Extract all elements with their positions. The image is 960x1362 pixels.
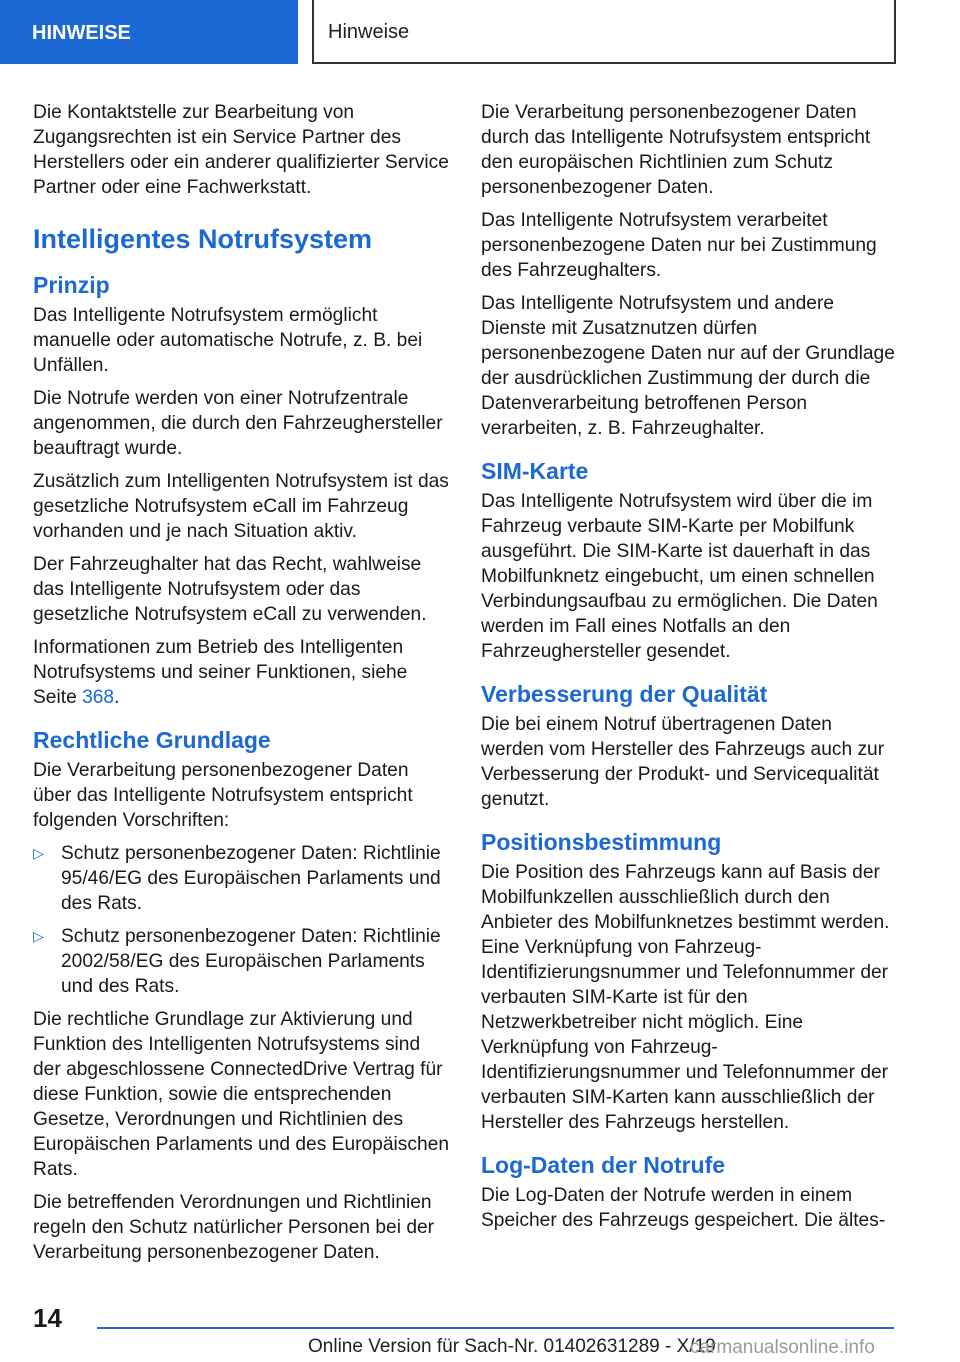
rechtlich-paragraph-1: Die Verarbeitung personenbezogener Daten über das Intelligente Notrufsystem entspricht folgenden Vorschriften: (33, 760, 413, 831)
prinzip-paragraph-4: Der Fahrzeughalter hat das Recht, wahlweise das Intelligente Notrufsystem oder das gesetzliche Notrufsystem eCall zu verwenden. (33, 554, 427, 625)
footer-divider (97, 1327, 894, 1329)
prinzip-paragraph-3: Zusätzlich zum Intelligenten Notrufsystem ist das gesetzliche Notrufsystem eCall im Fahrzeug vorhanden und je nach Situation aktiv. (33, 471, 449, 542)
heading-sim-karte: SIM-Karte (481, 458, 589, 484)
left-column (33, 100, 449, 1273)
triangle-bullet-icon: ▷ (33, 928, 44, 944)
watermark-text: carmanualsonline.info (690, 1337, 875, 1358)
right-column (481, 100, 897, 1241)
online-version-text: Online Version für Sach-Nr. 01402631289 - X/19 (308, 1336, 716, 1357)
right-paragraph-2: Das Intelligente Notrufsystem verarbeitet personenbezogene Daten nur bei Zustimmung des Fahrzeughalters. (481, 210, 877, 281)
heading-log-daten: Log-Daten der Notrufe (481, 1152, 726, 1178)
log-paragraph: Die Log-Daten der Notrufe werden in einem Speicher des Fahrzeugs gespeichert. Die ältes- (481, 1185, 886, 1231)
regulation-list (33, 841, 449, 999)
heading-prinzip: Prinzip (33, 272, 110, 298)
page-number: 14 (33, 1303, 62, 1333)
sim-paragraph: Das Intelligente Notrufsystem wird über die im Fahrzeug verbaute SIM-Karte per Mobilfunk ausgeführt. Die SIM-Karte ist dauerhaft in das Mobilfunknetz eingebucht, um einen schnellen Verbindungsaufbau zu ermöglichen. Die Daten werden im Fall eines Notfalls an den Fahrzeughersteller gesendet. (481, 491, 878, 662)
header-title: Hinweise (312, 0, 896, 64)
triangle-bullet-icon: ▷ (33, 845, 44, 861)
right-paragraph-1: Die Verarbeitung personenbezogener Daten durch das Intelligente Notrufsystem entspricht den europäischen Richtlinien zum Schutz personenbezogener Daten. (481, 102, 871, 198)
page-reference-link[interactable]: 368 (82, 687, 115, 708)
prinzip-paragraph-2: Die Notrufe werden von einer Notrufzentrale angenommen, die durch den Fahrzeughersteller beauftragt wurde. (33, 388, 443, 459)
prinzip-paragraph-5 (33, 635, 449, 710)
list-item (33, 841, 449, 916)
intro-paragraph: Die Kontaktstelle zur Bearbeitung von Zugangsrechten ist ein Service Partner des Herstellers oder ein anderer qualifizierter Service Partner oder eine Fachwerkstatt. (33, 102, 449, 198)
main-heading: Intelligentes Notrufsystem (33, 224, 373, 254)
list-item-text: Schutz personenbezogener Daten: Richtlinie 2002/58/EG des Europäischen Parlaments und des Rats. (61, 926, 441, 997)
quality-paragraph: Die bei einem Notruf übertragenen Daten werden vom Hersteller des Fahrzeugs auch zur Verbesserung der Produkt- und Servicequalität genutzt. (481, 714, 885, 810)
list-item-text: Schutz personenbezogener Daten: Richtlinie 95/46/EG des Europäischen Parlaments und des Rats. (61, 843, 441, 914)
see-page-text: Informationen zum Betrieb des Intelligenten Notrufsystems und seiner Funktionen, siehe Seite (33, 637, 408, 708)
section-tab: HINWEISE (0, 0, 298, 64)
prinzip-paragraph-1: Das Intelligente Notrufsystem ermöglicht manuelle oder automatische Notrufe, z. B. bei Unfällen. (33, 305, 423, 376)
heading-verbesserung-qualitaet: Verbesserung der Qualität (481, 681, 768, 707)
heading-rechtliche-grundlage: Rechtliche Grundlage (33, 727, 271, 753)
list-item (33, 924, 449, 999)
page-header (0, 0, 960, 66)
rechtlich-paragraph-3: Die betreffenden Verordnungen und Richtlinien regeln den Schutz natürlicher Personen bei der Verarbeitung personenbezogener Daten. (33, 1192, 435, 1263)
right-paragraph-3: Das Intelligente Notrufsystem und andere Dienste mit Zusatznutzen dürfen personenbezogene Daten nur auf der Grundlage der ausdrücklichen Zustimmung der durch die Datenverarbeitung betroffenen Person verarbeiten, z. B. Fahrzeughalter. (481, 293, 895, 439)
heading-positionsbestimmung: Positionsbestimmung (481, 829, 722, 855)
see-page-end: . (114, 687, 120, 708)
position-paragraph: Die Position des Fahrzeugs kann auf Basis der Mobilfunkzellen ausschließlich durch den Anbieter des Mobilfunknetzes bestimmt werden. Eine Verknüpfung von Fahrzeug-Identifizierungsnummer und Telefonnummer der verbauten SIM-Karte ist für den Netzwerkbetreiber nicht möglich. Eine Verknüpfung von Fahrzeug-Identifizierungsnummer und Telefonnummer der verbauten SIM-Karten kann ausschließlich der Hersteller des Fahrzeugs herstellen. (481, 862, 890, 1133)
rechtlich-paragraph-2: Die rechtliche Grundlage zur Aktivierung und Funktion des Intelligenten Notrufsystems sind der abgeschlossene ConnectedDrive Vertrag für diese Funktion, sowie die entsprechenden Gesetze, Verordnungen und Richtlinien des Europäischen Parlaments und des Europäischen Rats. (33, 1009, 449, 1180)
